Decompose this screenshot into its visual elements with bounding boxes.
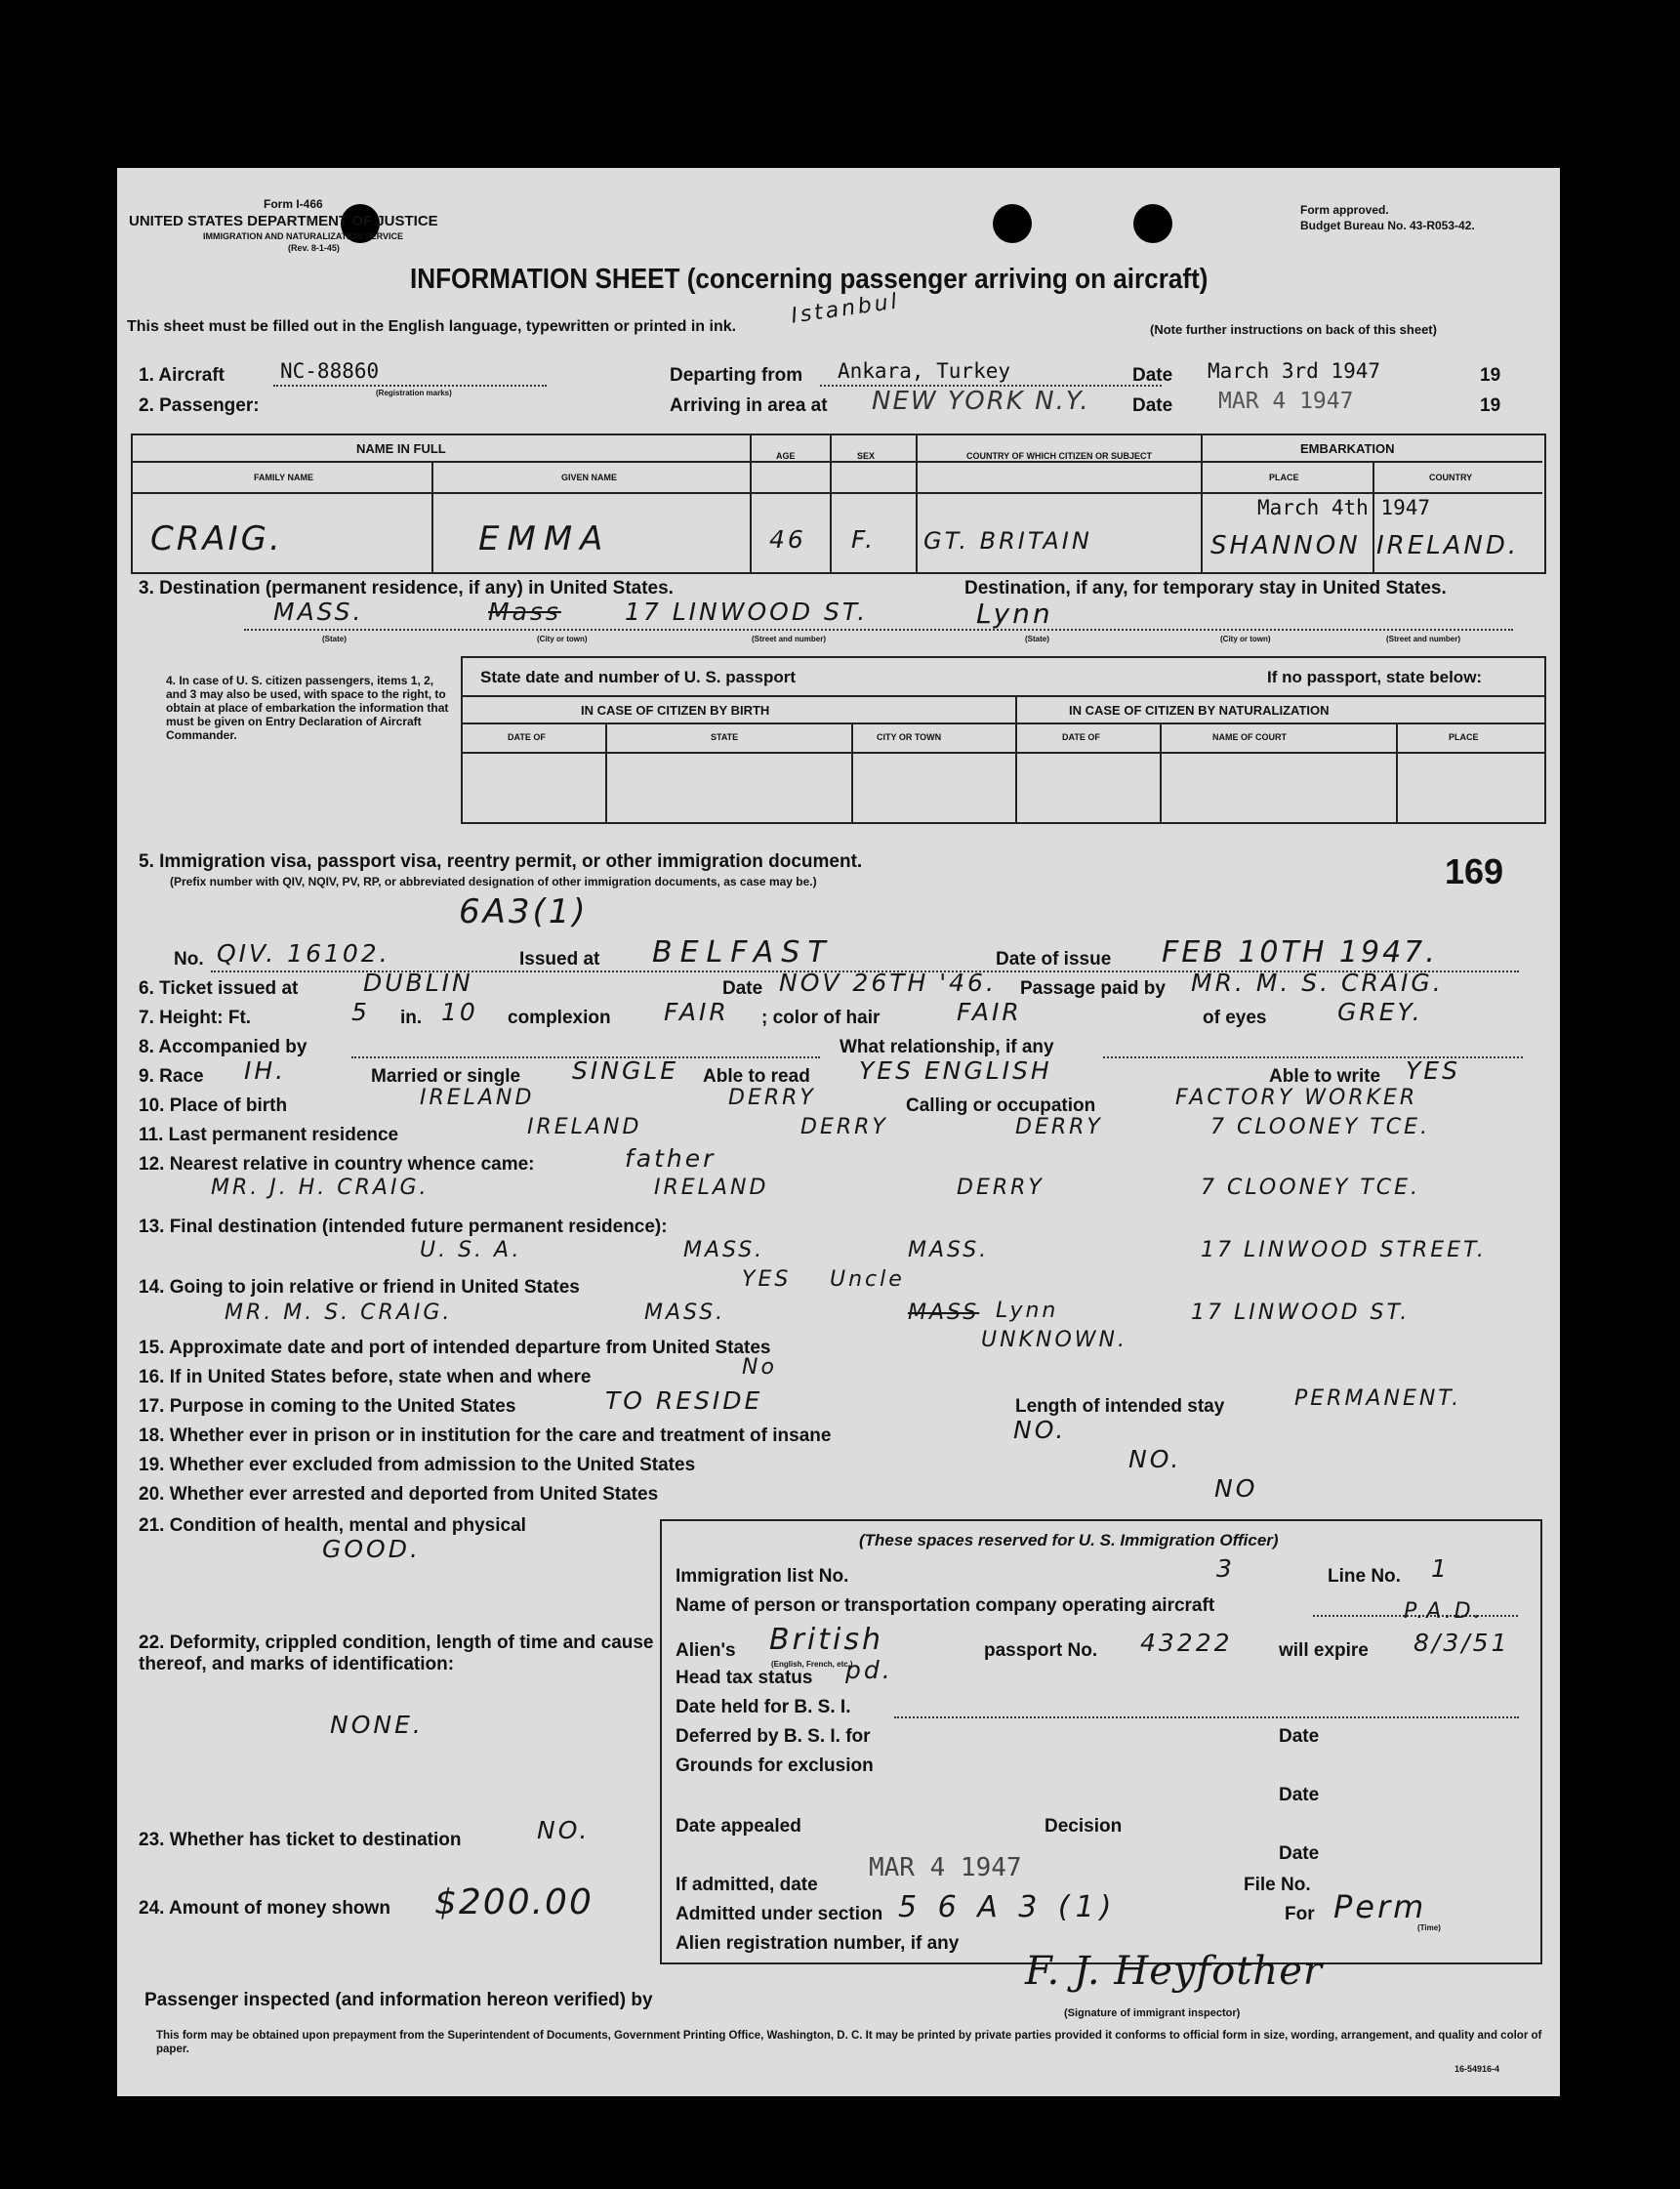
deferred-date-label: Date — [1279, 1726, 1320, 1747]
ticket-date-label: Date — [722, 978, 763, 999]
relationship-label: What relationship, if any — [840, 1037, 1054, 1057]
nat-place-header: PLACE — [1449, 732, 1479, 742]
arriving-value: NEW YORK N.Y. — [872, 387, 1090, 416]
health-value: GOOD. — [322, 1535, 421, 1563]
joining-relative-yes: YES — [742, 1267, 792, 1292]
ticket-issued-label: 6. Ticket issued at — [139, 978, 299, 999]
family-name-header: FAMILY NAME — [254, 473, 314, 482]
back-note: (Note further instructions on back of this sheet) — [1150, 322, 1437, 337]
birth-state-header: STATE — [711, 732, 739, 742]
grounds-exclusion-label: Grounds for exclusion — [676, 1755, 874, 1776]
sex-header: SEX — [857, 451, 876, 461]
last-residence-state: DERRY — [800, 1115, 888, 1139]
birth-date-header: DATE OF — [508, 732, 546, 742]
head-tax-handwritten: pd. — [845, 1656, 893, 1684]
year-prefix-1: 19 — [1480, 365, 1501, 386]
department-line: UNITED STATES DEPARTMENT OF JUSTICE — [129, 213, 438, 229]
held-bsi-label: Date held for B. S. I. — [676, 1697, 851, 1717]
issued-at-value: BELFAST — [652, 935, 834, 970]
temp-state-sub: (State) — [1025, 635, 1049, 643]
married-value: SINGLE — [572, 1056, 679, 1085]
budget-number: Budget Bureau No. 43-R053-42. — [1300, 219, 1475, 232]
court-name-header: NAME OF COURT — [1212, 732, 1287, 742]
passenger-label: 2. Passenger: — [139, 395, 260, 416]
complexion-label: complexion — [508, 1008, 611, 1028]
joining-relative-label: 14. Going to join relative or friend in United States — [139, 1277, 580, 1298]
embarkation-date-value: March 4th 1947 — [1257, 496, 1431, 519]
stay-length-value: PERMANENT. — [1294, 1386, 1462, 1411]
citizen-by-birth-header: IN CASE OF CITIZEN BY BIRTH — [581, 703, 770, 718]
read-label: Able to read — [703, 1066, 810, 1087]
operator-label: Name of person or transportation company operating aircraft — [676, 1595, 1215, 1616]
admitted-for-label: For — [1285, 1904, 1315, 1924]
citizenship-value: GT. BRITAIN — [923, 527, 1092, 555]
deformity-label: 22. Deformity, crippled condition, length of time and cause thereof, and marks of identification: — [139, 1632, 654, 1674]
excluded-value: NO. — [1128, 1445, 1182, 1473]
arrival-date-stamp: MAR 4 1947 — [1218, 389, 1354, 414]
given-name-header: GIVEN NAME — [561, 473, 618, 482]
alien-registration-label: Alien registration number, if any — [676, 1933, 960, 1954]
deformity-value: NONE. — [330, 1711, 424, 1739]
joining-relative-city-handwritten: Lynn — [996, 1299, 1059, 1323]
passport-number-value: 43222 — [1140, 1629, 1233, 1657]
alien-nationality-sub: (English, French, etc.) — [771, 1660, 853, 1669]
race-value: IH. — [244, 1056, 287, 1085]
citizen-passenger-note: 4. In case of U. S. citizen passengers, items 1, 2, and 3 may also be used, with space to the right, to obtain at place of embarkation the information that must be given on Entry Declaration of Aircraft Commander. — [166, 674, 449, 742]
height-in-value: 10 — [441, 998, 478, 1026]
place-header: PLACE — [1269, 473, 1299, 482]
nearest-relative-handwritten: father — [625, 1144, 717, 1173]
married-label: Married or single — [371, 1066, 521, 1087]
last-residence-city: DERRY — [1015, 1115, 1103, 1139]
given-name-value: EMMA — [478, 519, 611, 558]
page-title: INFORMATION SHEET (concerning passenger arriving on aircraft) — [410, 264, 1209, 295]
ticket-date-value: NOV 26TH '46. — [779, 969, 997, 997]
height-in-label: in. — [400, 1008, 423, 1028]
departing-value: Ankara, Turkey — [838, 359, 1011, 383]
immigration-list-value: 3 — [1216, 1554, 1235, 1583]
temp-street-sub: (Street and number) — [1386, 635, 1461, 643]
eyes-value: GREY. — [1337, 998, 1423, 1026]
height-ft-label: 7. Height: Ft. — [139, 1008, 252, 1028]
final-destination-state: MASS. — [683, 1238, 765, 1262]
admitted-date-stamp: MAR 4 1947 — [869, 1853, 1022, 1882]
issued-at-label: Issued at — [519, 949, 600, 970]
height-ft-value: 5 — [351, 998, 370, 1026]
passage-paid-value: MR. M. S. CRAIG. — [1191, 969, 1444, 997]
visa-label: 5. Immigration visa, passport visa, reentry permit, or other immigration document. — [139, 851, 863, 872]
embarkation-country-value: IRELAND. — [1376, 531, 1520, 560]
prison-label: 18. Whether ever in prison or in institution for the care and treatment of insane — [139, 1425, 832, 1446]
date-of-issue-value: FEB 10TH 1947. — [1162, 935, 1438, 970]
decision-label: Decision — [1045, 1816, 1123, 1837]
admitted-for-handwritten: Perm — [1333, 1888, 1427, 1925]
alien-label: Alien's — [676, 1640, 736, 1661]
complexion-value: FAIR — [664, 998, 729, 1026]
grounds-date-label: Date — [1279, 1785, 1320, 1805]
admitted-for-sub: (Time) — [1417, 1923, 1441, 1932]
departing-handwritten: Istanbul — [789, 289, 902, 329]
destination-state: MASS. — [273, 598, 364, 626]
line-number-value: 1 — [1431, 1554, 1450, 1583]
temporary-destination-handwritten: Lynn — [976, 598, 1053, 630]
printing-note: This form may be obtained upon prepayment from the Superintendent of Documents, Government Printing Office, Washington, D. C. It may be printed by private parties provided it conforms to official form in size, wording, arrangement, and quality and color of paper. — [156, 2030, 1542, 2055]
purpose-value: TO RESIDE — [605, 1386, 763, 1415]
passage-paid-label: Passage paid by — [1020, 978, 1166, 999]
date-label-1: Date — [1132, 365, 1173, 386]
destination-city: Mass — [488, 598, 561, 626]
officer-section-title: (These spaces reserved for U. S. Immigration Officer) — [859, 1531, 1279, 1549]
nearest-relative-city: DERRY — [957, 1176, 1045, 1200]
destination-label: 3. Destination (permanent residence, if any) in United States. — [139, 578, 674, 599]
decision-date-label: Date — [1279, 1843, 1320, 1864]
previous-visit-value: No — [742, 1355, 777, 1380]
visa-section-handwritten: 6A3(1) — [459, 892, 589, 931]
file-number-label: File No. — [1244, 1875, 1311, 1895]
immigration-list-label: Immigration list No. — [676, 1566, 849, 1587]
admitted-section-value: 5 6 A 3 (1) — [898, 1890, 1118, 1924]
punch-hole-center — [993, 204, 1032, 243]
citizen-by-naturalization-header: IN CASE OF CITIZEN BY NATURALIZATION — [1069, 703, 1330, 718]
age-value: 46 — [769, 525, 806, 554]
final-destination-city: MASS. — [908, 1238, 990, 1262]
dest-state-sub: (State) — [322, 635, 347, 643]
embarkation-header: EMBARKATION — [1300, 441, 1395, 456]
deported-value: NO — [1214, 1474, 1258, 1503]
departure-date-value: March 3rd 1947 — [1208, 359, 1381, 383]
hair-color-value: FAIR — [957, 998, 1022, 1026]
head-tax-label: Head tax status — [676, 1668, 813, 1688]
prison-value: NO. — [1013, 1416, 1067, 1444]
departing-label: Departing from — [670, 365, 803, 386]
ticket-issued-value: DUBLIN — [363, 969, 473, 997]
visa-stamp-number: 169 — [1445, 851, 1504, 891]
punch-hole-right — [1133, 204, 1172, 243]
stay-length-label: Length of intended stay — [1015, 1396, 1225, 1417]
race-label: 9. Race — [139, 1066, 204, 1087]
nearest-relative-name: MR. J. H. CRAIG. — [211, 1176, 430, 1200]
nearest-relative-country: IRELAND — [654, 1176, 769, 1200]
write-label: Able to write — [1269, 1066, 1381, 1087]
signature-sub: (Signature of immigrant inspector) — [1064, 2007, 1241, 2019]
admitted-date-label: If admitted, date — [676, 1875, 818, 1895]
ticket-destination-label: 23. Whether has ticket to destination — [139, 1830, 462, 1850]
year-prefix-2: 19 — [1480, 395, 1501, 416]
departure-plan-label: 15. Approximate date and port of intended departure from United States — [139, 1338, 771, 1358]
visa-number-value: QIV. 16102. — [217, 939, 390, 968]
admitted-section-label: Admitted under section — [676, 1904, 883, 1924]
passport-state-label: State date and number of U. S. passport — [480, 668, 797, 686]
read-value: YES ENGLISH — [859, 1056, 1052, 1085]
joining-relative-handwritten: Uncle — [830, 1267, 905, 1292]
nearest-relative-street: 7 CLOONEY TCE. — [1201, 1176, 1421, 1200]
printer-code: 16-54916-4 — [1455, 2064, 1500, 2074]
birthplace-label: 10. Place of birth — [139, 1095, 288, 1116]
destination-street: 17 LINWOOD ST. — [625, 598, 869, 626]
age-header: AGE — [776, 451, 796, 461]
form-approved: Form approved. — [1300, 203, 1389, 217]
revision-date: (Rev. 8-1-45) — [288, 243, 340, 253]
write-value: YES — [1406, 1056, 1460, 1085]
joining-relative-state: MASS. — [644, 1301, 726, 1325]
name-in-full-header: NAME IN FULL — [356, 441, 446, 456]
arriving-label: Arriving in area at — [670, 395, 828, 416]
aircraft-value: NC-88860 — [280, 359, 380, 383]
service-line: IMMIGRATION AND NATURALIZATION SERVICE — [203, 231, 403, 241]
registration-sub: (Registration marks) — [376, 389, 452, 397]
aircraft-label: 1. Aircraft — [139, 365, 225, 386]
ticket-destination-value: NO. — [537, 1816, 591, 1844]
joining-relative-city: MASS — [908, 1301, 980, 1325]
language-instruction: This sheet must be filled out in the English language, typewritten or printed in ink. — [127, 318, 737, 335]
occupation-label: Calling or occupation — [906, 1095, 1096, 1116]
no-passport-label: If no passport, state below: — [1267, 668, 1483, 686]
previous-visit-label: 16. If in United States before, state when and where — [139, 1367, 592, 1387]
last-residence-street: 7 CLOONEY TCE. — [1210, 1115, 1431, 1139]
pad-handwritten: P.A.D. — [1404, 1599, 1484, 1624]
birthplace-country: IRELAND — [420, 1086, 535, 1110]
accompanied-label: 8. Accompanied by — [139, 1037, 307, 1057]
embark-country-header: COUNTRY — [1429, 473, 1473, 482]
last-residence-country: IRELAND — [527, 1115, 642, 1139]
deported-label: 20. Whether ever arrested and deported from United States — [139, 1484, 659, 1505]
eyes-label: of eyes — [1203, 1008, 1267, 1028]
excluded-label: 19. Whether ever excluded from admission to the United States — [139, 1455, 696, 1475]
form-number: Form I-466 — [264, 197, 323, 211]
date-appealed-label: Date appealed — [676, 1816, 801, 1837]
deferred-bsi-label: Deferred by B. S. I. for — [676, 1726, 871, 1747]
inspected-by-label: Passenger inspected (and information hereon verified) by — [144, 1990, 653, 2010]
nearest-relative-label: 12. Nearest relative in country whence came: — [139, 1154, 535, 1175]
dest-street-sub: (Street and number) — [752, 635, 827, 643]
occupation-value: FACTORY WORKER — [1175, 1086, 1418, 1110]
temp-city-sub: (City or town) — [1220, 635, 1271, 643]
date-of-issue-label: Date of issue — [996, 949, 1112, 970]
country-header: COUNTRY OF WHICH CITIZEN OR SUBJECT — [965, 451, 1152, 461]
birth-city-header: CITY OR TOWN — [877, 732, 942, 742]
visa-sub-note: (Prefix number with QIV, NQIV, PV, RP, or abbreviated designation of other immigration documents, as case may be.) — [170, 875, 817, 888]
joining-relative-street: 17 LINWOOD ST. — [1191, 1301, 1411, 1325]
dest-city-sub: (City or town) — [537, 635, 588, 643]
birthplace-city: DERRY — [728, 1086, 816, 1110]
family-name-value: CRAIG. — [150, 519, 283, 558]
departure-plan-value: UNKNOWN. — [981, 1328, 1127, 1352]
form-sheet — [117, 168, 1560, 2096]
purpose-label: 17. Purpose in coming to the United States — [139, 1396, 516, 1417]
final-destination-street: 17 LINWOOD STREET. — [1201, 1238, 1487, 1262]
visa-number-label: No. — [174, 949, 204, 970]
nat-date-header: DATE OF — [1062, 732, 1100, 742]
hair-color-label: ; color of hair — [761, 1008, 881, 1028]
line-number-label: Line No. — [1328, 1566, 1401, 1587]
alien-nationality-handwritten: British — [769, 1623, 883, 1657]
sex-value: F. — [851, 525, 877, 554]
passport-number-label: passport No. — [984, 1640, 1098, 1661]
temporary-destination-label: Destination, if any, for temporary stay in United States. — [964, 578, 1447, 599]
money-label: 24. Amount of money shown — [139, 1898, 390, 1919]
date-label-2: Date — [1132, 395, 1173, 416]
health-label: 21. Condition of health, mental and physical — [139, 1515, 526, 1536]
will-expire-label: will expire — [1279, 1640, 1369, 1661]
expiry-handwritten: 8/3/51 — [1414, 1629, 1510, 1657]
embarkation-place-value: SHANNON — [1210, 531, 1361, 560]
final-destination-country: U. S. A. — [420, 1238, 522, 1262]
money-value: $200.00 — [434, 1882, 594, 1922]
joining-relative-name: MR. M. S. CRAIG. — [225, 1301, 453, 1325]
final-destination-label: 13. Final destination (intended future permanent residence): — [139, 1217, 668, 1237]
last-residence-label: 11. Last permanent residence — [139, 1125, 399, 1145]
inspector-signature: F. J. Heyfother — [1025, 1949, 1323, 1994]
